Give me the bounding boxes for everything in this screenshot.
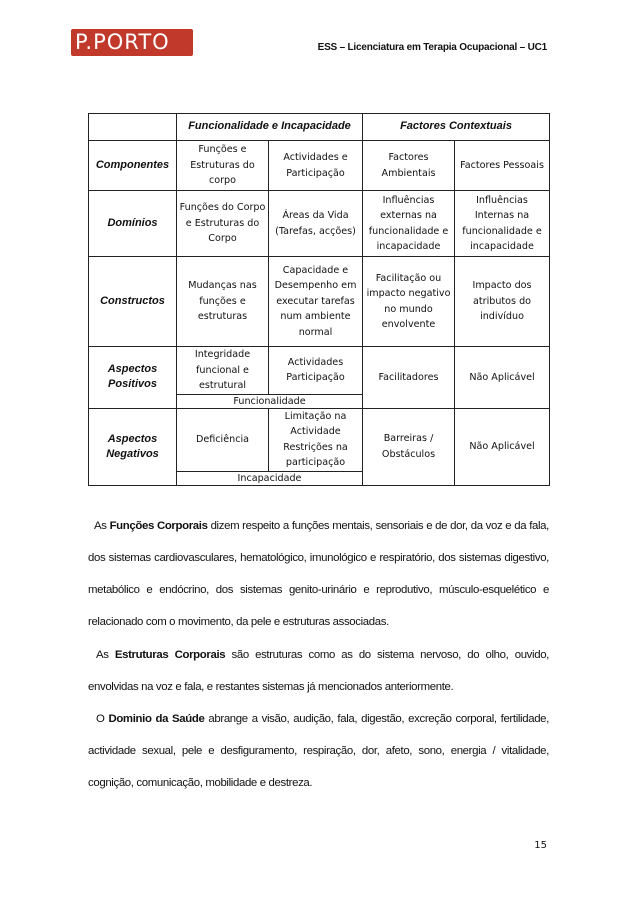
table-cell: Factores Pessoais bbox=[455, 141, 550, 191]
term-body-structures: Estruturas Corporais bbox=[114, 649, 226, 661]
row-label-positivos: Aspectos Positivos bbox=[89, 347, 177, 409]
table-cell: Capacidade e Desempenho em executar tarefas num ambiente normal bbox=[269, 257, 363, 347]
paragraph-lead: As bbox=[96, 649, 115, 661]
pporto-logo bbox=[71, 29, 193, 56]
table-row bbox=[89, 257, 550, 347]
table-cell: Funções do Corpo e Estruturas do Corpo bbox=[177, 191, 269, 257]
table-cell: Influências externas na funcionalidade e incapacidade bbox=[363, 191, 455, 257]
table-header-row bbox=[89, 114, 550, 141]
icf-table bbox=[88, 113, 550, 486]
col-group-functioning: Funcionalidade e Incapacidade bbox=[177, 114, 363, 141]
table-cell: Influências Internas na funcionalidade e incapacidade bbox=[455, 191, 550, 257]
table-cell: Actividades e Participação bbox=[269, 141, 363, 191]
table-cell: Não Aplicável bbox=[455, 347, 550, 409]
table-row bbox=[89, 347, 550, 395]
page-number: 15 bbox=[534, 840, 547, 851]
paragraph-health-domain bbox=[88, 703, 549, 799]
col-group-contextual: Factores Contextuais bbox=[363, 114, 550, 141]
table-cell: Não Aplicável bbox=[455, 408, 550, 485]
functioning-span-label: Funcionalidade bbox=[177, 394, 363, 408]
course-title: ESS – Licenciatura em Terapia Ocupacional – UC1 bbox=[317, 42, 547, 53]
table-cell: Impacto dos atributos do indivíduo bbox=[455, 257, 550, 347]
corner-cell bbox=[89, 114, 177, 141]
logo-text: P.PORTO bbox=[75, 30, 170, 54]
table-cell: Barreiras / Obstáculos bbox=[363, 408, 455, 485]
table-cell: Limitação na Actividade Restrições na participação bbox=[269, 408, 363, 471]
paragraph-text: são estruturas como as do sistema nervoso, do olho, ouvido, envolvidas na voz e fala, e restantes sistemas já mencionados anteriormente. bbox=[88, 649, 549, 693]
paragraph-lead: As bbox=[94, 520, 110, 532]
row-label-componentes: Componentes bbox=[89, 141, 177, 191]
paragraph-body-structures bbox=[88, 639, 549, 703]
row-label-constructos: Constructos bbox=[89, 257, 177, 347]
table-cell: Actividades Participação bbox=[269, 347, 363, 395]
table-cell: Funções e Estruturas do corpo bbox=[177, 141, 269, 191]
paragraph-text: dizem respeito a funções mentais, sensoriais e de dor, da voz e da fala, dos sistemas cardiovasculares, hematológico, imunológico e respiratório, dos sistemas digestivo, metabólico e endócrino, dos sistemas genito-urinário e reprodutivo, músculo-esquelético e relacionado com o movimento, da pele e estruturas associadas. bbox=[88, 520, 549, 628]
table-row bbox=[89, 408, 550, 471]
paragraph-text: abrange a visão, audição, fala, digestão, excreção corporal, fertilidade, actividade sexual, pele e desfiguramento, respiração, dor, afeto, sono, energia / vitalidade, cognição, comunicação, mobilidade e destreza. bbox=[88, 713, 549, 789]
term-body-functions: Funções Corporais bbox=[109, 520, 208, 532]
table-cell: Mudanças nas funções e estruturas bbox=[177, 257, 269, 347]
table-cell: Facilitação ou impacto negativo no mundo envolvente bbox=[363, 257, 455, 347]
table-cell: Áreas da Vida (Tarefas, acções) bbox=[269, 191, 363, 257]
disability-span-label: Incapacidade bbox=[177, 471, 363, 485]
paragraph-lead: O bbox=[96, 713, 109, 725]
term-health-domain: Dominio da Saúde bbox=[108, 713, 205, 725]
paragraph-body-functions bbox=[88, 510, 549, 638]
table-cell: Factores Ambientais bbox=[363, 141, 455, 191]
table-row bbox=[89, 191, 550, 257]
table-row bbox=[89, 141, 550, 191]
table-cell: Facilitadores bbox=[363, 347, 455, 409]
table-cell: Integridade funcional e estrutural bbox=[177, 347, 269, 395]
row-label-dominios: Domínios bbox=[89, 191, 177, 257]
row-label-negativos: Aspectos Negativos bbox=[89, 408, 177, 485]
table-cell: Deficiência bbox=[177, 408, 269, 471]
